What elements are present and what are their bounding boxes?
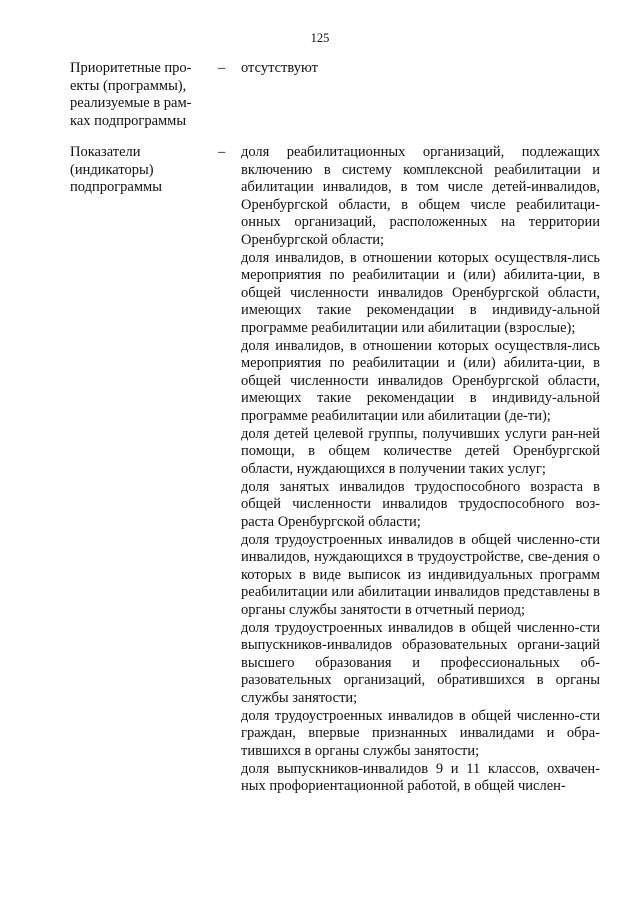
indicator-item: доля трудоустроенных инвалидов в общей численно-сти граждан, впервые признанных инвалидами и обра-тившихся в органы службы занятости; <box>241 707 600 759</box>
page-number: 125 <box>310 31 330 45</box>
section-label-text: Показатели (индикаторы) подпрограммы <box>70 144 162 195</box>
section-dash: – <box>218 144 226 160</box>
indicator-item: доля детей целевой группы, получивших услуги ран-ней помощи, в общем количестве детей Оренбургской области, нуждающихся в получении таких услуг; <box>241 425 600 477</box>
section-dash: – <box>218 60 226 76</box>
indicator-item: доля инвалидов, в отношении которых осуществля-лись мероприятия по реабилитации и (или) абилита-ции, в общей численности инвалидов Оренбургской области, имеющих такие рекомендации в индивиду-альной программе реабилитации или абилитации (де-ти); <box>241 337 600 424</box>
indicator-item: доля трудоустроенных инвалидов в общей численно-сти выпускников-инвалидов образовательных органи-заций высшего образования и профессиональных об-разовательных организаций, обратившихся в органы службы занятости; <box>241 619 600 706</box>
indicator-item: доля трудоустроенных инвалидов в общей численно-сти инвалидов, нуждающихся в трудоустройстве, све-дения о которых в виде выписок из индивидуальных программ реабилитации или абилитации инвалидов представлены в органы службы занятости в отчетный период; <box>241 531 600 618</box>
indicator-item: доля занятых инвалидов трудоспособного возраста в общей численности инвалидов трудоспособного воз-раста Оренбургской области; <box>241 478 600 530</box>
section-label <box>70 144 210 197</box>
indicator-list <box>241 144 600 796</box>
section-label-text: Приоритетные про- екты (программы), реализуемые в рам- ках подпрограммы <box>70 60 192 129</box>
indicator-item: доля выпускников-инвалидов 9 и 11 классов, охвачен-ных профориентационной работой, в общей числен- <box>241 760 600 794</box>
indicator-item: доля реабилитационных организаций, подлежащих включению в систему комплексной реабилитации и абилитации инвалидов, в том числе детей-инвалидов, Оренбургской области, в общем числе реабилитаци-онных организаций, расположенных на территории Оренбургской области; <box>241 144 600 248</box>
section-value: отсутствуют <box>241 60 318 76</box>
indicator-item: доля инвалидов, в отношении которых осуществля-лись мероприятия по реабилитации и (или) абилита-ции, в общей численности инвалидов Оренбургской области, имеющих такие рекомендации в индивиду-альной программе реабилитации или абилитации (взрослые); <box>241 249 600 336</box>
section-label <box>70 60 210 130</box>
